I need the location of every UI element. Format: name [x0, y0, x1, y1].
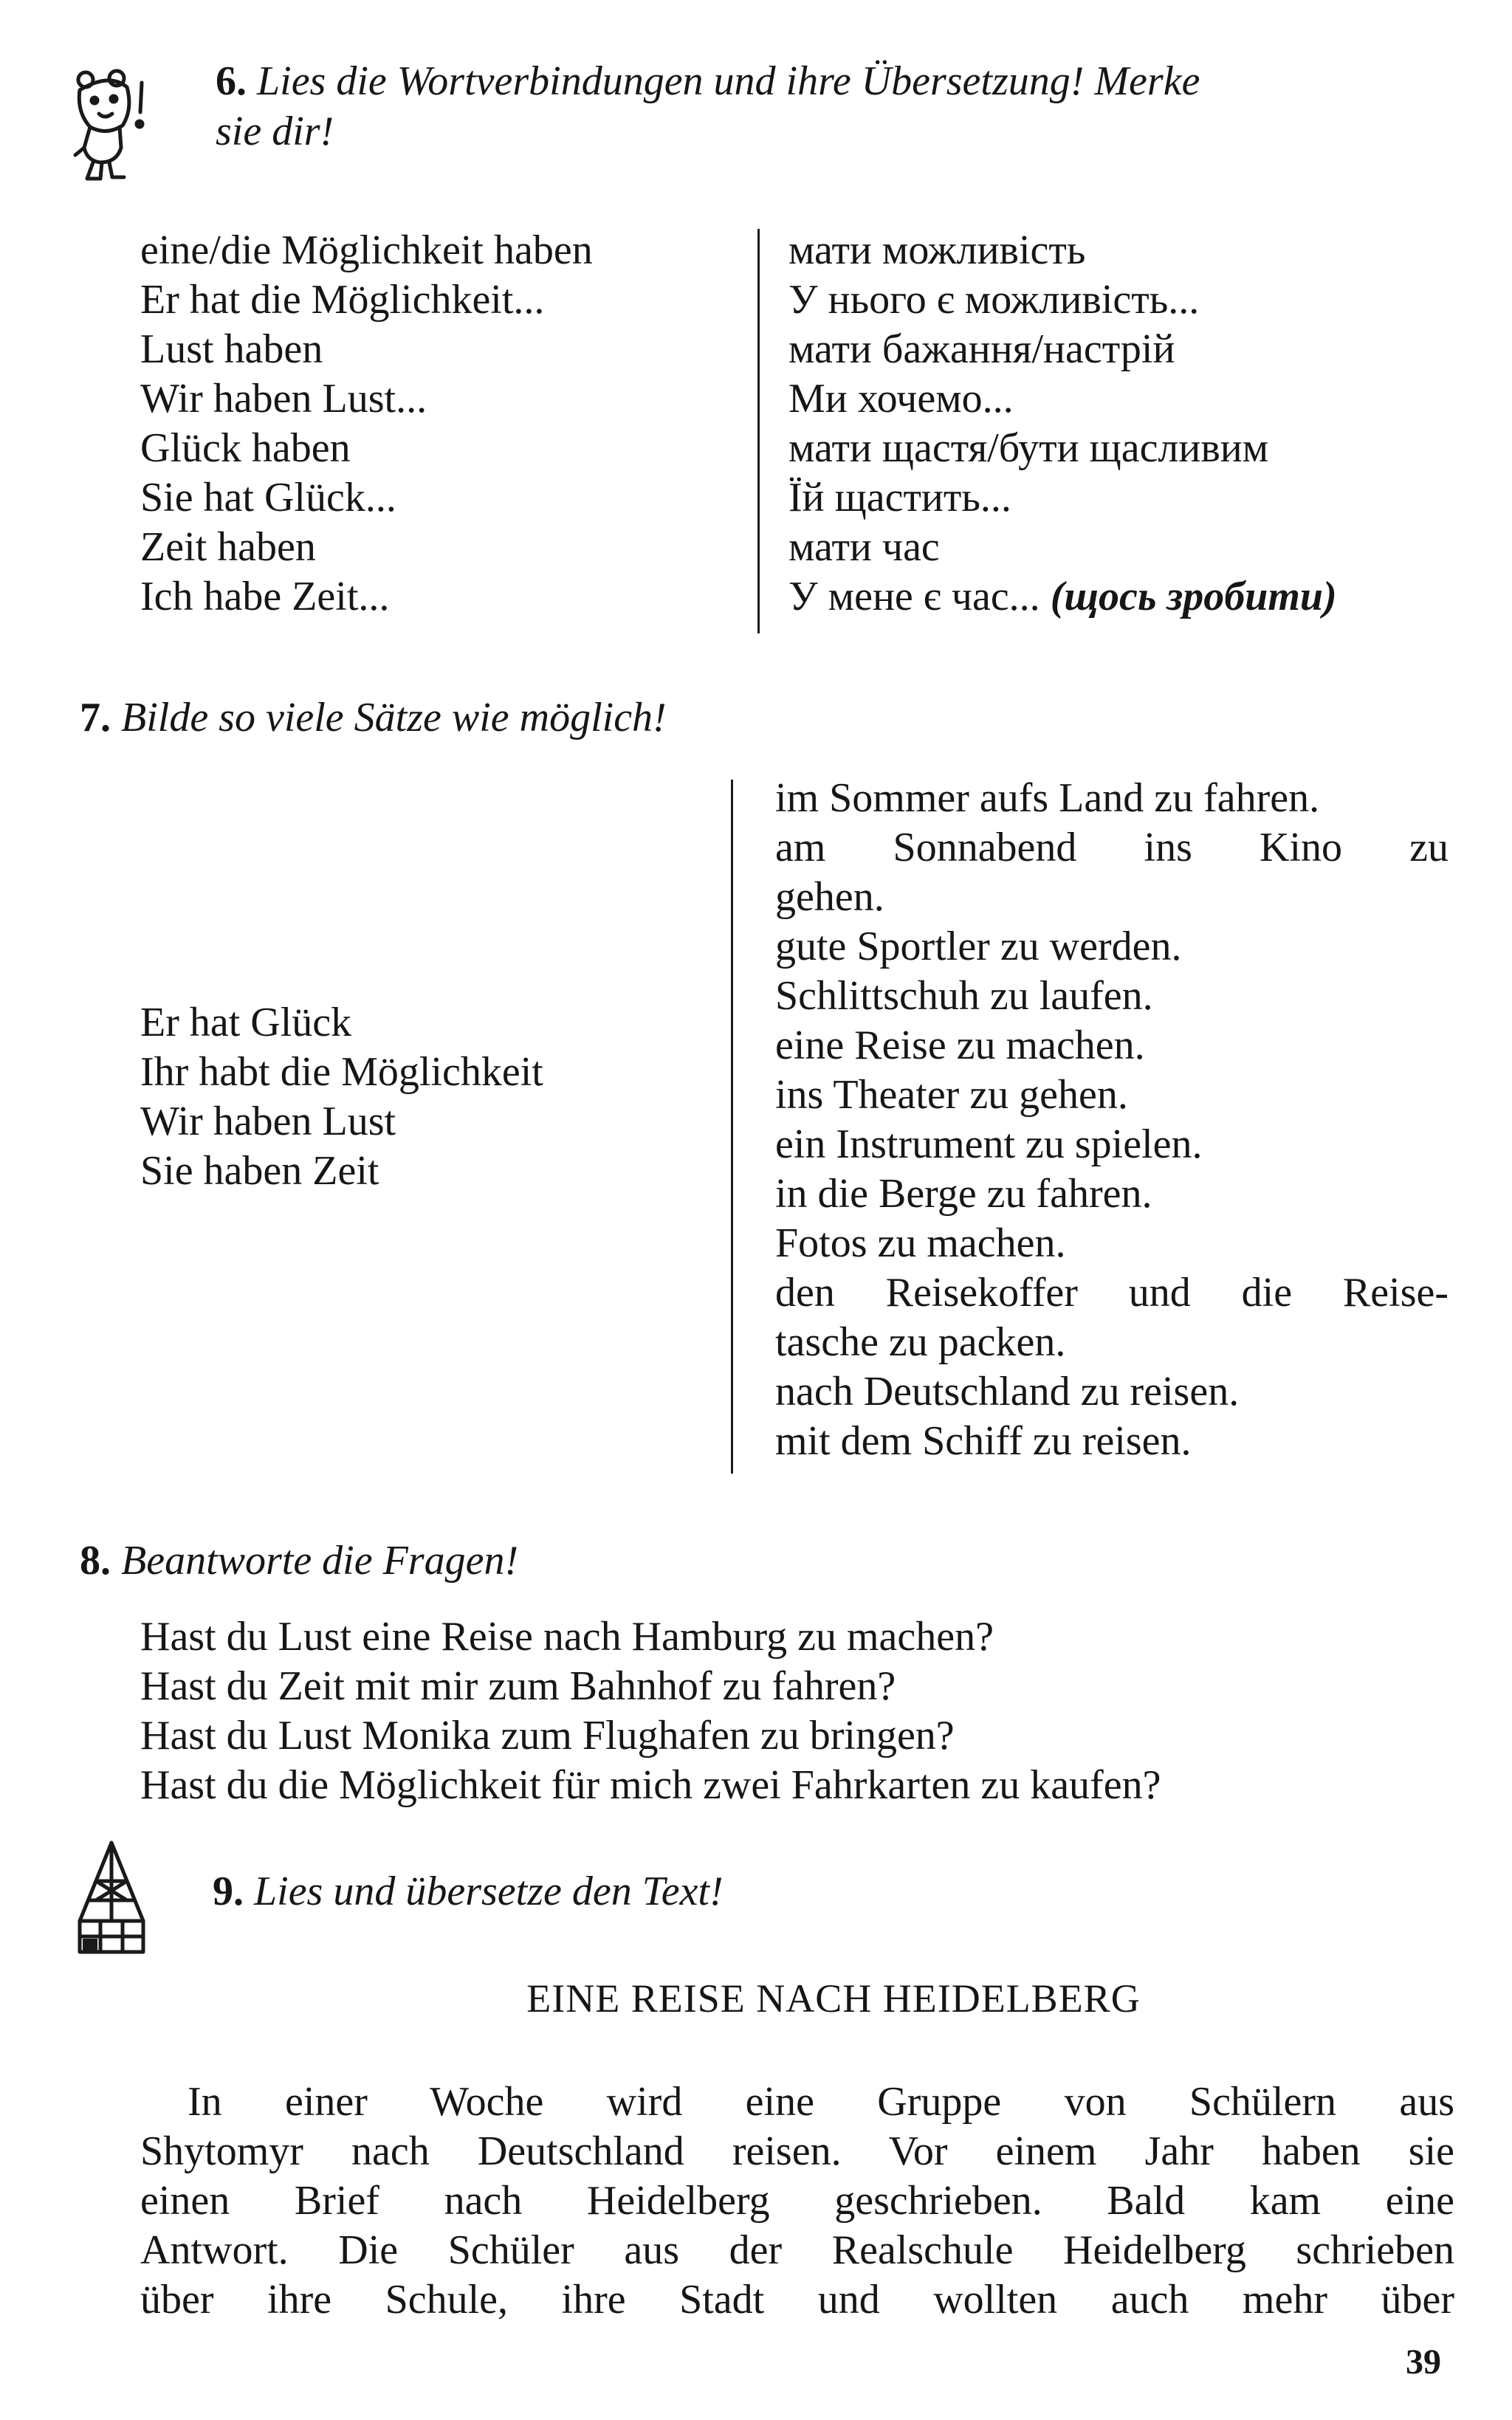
ex7-completions-column: [775, 774, 1449, 1466]
ex6-instruction-line2: sie dir!: [216, 109, 334, 155]
ex7-completion-item: eine Reise zu machen.: [775, 1022, 1145, 1068]
ex6-ukrainian-item: Їй щастить...: [788, 475, 1011, 520]
ex7-completion-item: Schlittschuh zu laufen.: [775, 973, 1153, 1019]
text-title: EINE REISE NACH HEIDELBERG: [526, 1976, 1141, 2021]
page-number: 39: [1406, 2342, 1441, 2382]
ex9-number: 9.: [213, 1869, 244, 1914]
ex7-column-divider: [731, 780, 733, 1474]
ex6-instruction-line1: Lies die Wortverbindungen und ihre Übersetzung! Merke: [257, 58, 1200, 104]
ex6-german-item: Glück haben: [140, 425, 351, 471]
ex7-completion-item: ins Theater zu gehen.: [775, 1072, 1128, 1118]
ex6-number: 6.: [216, 58, 247, 104]
ex8-question: Hast du Lust eine Reise nach Hamburg zu machen?: [140, 1614, 994, 1660]
ex7-completion-item: nach Deutschland zu reisen.: [775, 1369, 1240, 1414]
ex7-subject-item: Sie haben Zeit: [140, 1148, 379, 1194]
text-paragraph: [140, 2077, 1454, 2325]
ex7-completion-item: am Sonnabend ins Kino zu: [775, 825, 1449, 870]
ex6-ukrainian-item-last: [788, 572, 1482, 622]
ex6-german-item: eine/die Möglichkeit haben: [140, 227, 593, 273]
ex7-completion-item: den Reisekoffer und die Reise-: [775, 1270, 1449, 1316]
ex7-number: 7.: [80, 695, 111, 740]
ex6-ukrainian-item: мати щастя/бути щасливим: [788, 425, 1269, 471]
ex8-instruction: [80, 1536, 966, 1586]
ex6-ukrainian-item: мати можливість: [788, 227, 1086, 273]
ex6-german-item: Er hat die Möglichkeit...: [140, 277, 545, 323]
ex8-question: Hast du die Möglichkeit für mich zwei Fahrkarten zu kaufen?: [140, 1762, 1161, 1808]
ex7-subjects-column: [140, 998, 731, 1196]
ex8-instruction-text: Beantworte die Fragen!: [121, 1538, 519, 1584]
ex6-ukrainian-column: [788, 226, 1482, 622]
ex9-instruction-text: Lies und übersetze den Text!: [254, 1869, 724, 1914]
ex7-completion-item: mit dem Schiff zu reisen.: [775, 1418, 1192, 1464]
paragraph-line: einen Brief nach Heidelberg geschrieben. Bald kam eine: [140, 2178, 1454, 2224]
ex6-ukrainian-item: мати бажання/настрій: [788, 326, 1175, 372]
paragraph-line: In einer Woche wird eine Gruppe von Schülern aus: [188, 2079, 1454, 2125]
ex6-ukrainian-item: У мене є час...: [788, 574, 1040, 619]
ex7-subject-item: Ihr habt die Möglichkeit: [140, 1049, 543, 1095]
ex6-german-item: Sie hat Glück...: [140, 475, 396, 520]
ex6-german-item: Wir haben Lust...: [140, 376, 427, 422]
ex7-completion-item: im Sommer aufs Land zu fahren.: [775, 775, 1320, 821]
ex7-completion-item: ein Instrument zu spielen.: [775, 1121, 1203, 1167]
ex6-ukrainian-item: У нього є можливість...: [788, 277, 1200, 323]
ex6-instruction: [216, 56, 1471, 157]
house-icon: [71, 1838, 152, 1956]
paragraph-line: Antwort. Die Schüler aus der Realschule Heidelberg schrieben: [140, 2227, 1454, 2273]
bear-icon: [71, 68, 159, 186]
ex6-ukrainian-note: (щось зробити): [1050, 574, 1337, 619]
ex6-ukrainian-item: Ми хочемо...: [788, 376, 1014, 422]
ex7-completion-item: gute Sportler zu werden.: [775, 924, 1182, 969]
ex7-completion-item: Fotos zu machen.: [775, 1220, 1066, 1266]
ex9-instruction: [213, 1866, 1246, 1917]
ex8-number: 8.: [80, 1538, 111, 1584]
ex8-question: Hast du Lust Monika zum Flughafen zu bringen?: [140, 1713, 955, 1759]
ex8-questions: [140, 1612, 1477, 1810]
ex7-completion-item: in die Berge zu fahren.: [775, 1171, 1152, 1217]
paragraph-line: Shytomyr nach Deutschland reisen. Vor einem Jahr haben sie: [140, 2128, 1454, 2174]
ex6-german-item: Zeit haben: [140, 524, 316, 570]
ex6-german-column: [140, 226, 746, 622]
ex6-german-item: Lust haben: [140, 326, 323, 372]
ex6-column-divider: [757, 229, 760, 633]
ex7-instruction: [80, 692, 966, 743]
ex7-completion-item: gehen.: [775, 874, 884, 920]
paragraph-line: über ihre Schule, ihre Stadt und wollten auch mehr über: [140, 2277, 1454, 2323]
ex6-german-item: Ich habe Zeit...: [140, 574, 390, 619]
ex8-question: Hast du Zeit mit mir zum Bahnhof zu fahren?: [140, 1663, 896, 1709]
ex7-subject-item: Wir haben Lust: [140, 1099, 396, 1144]
ex6-ukrainian-item: мати час: [788, 524, 940, 570]
ex7-instruction-text: Bilde so viele Sätze wie möglich!: [121, 695, 667, 740]
ex7-subject-item: Er hat Glück: [140, 1000, 352, 1045]
ex7-completion-item: tasche zu packen.: [775, 1319, 1066, 1365]
